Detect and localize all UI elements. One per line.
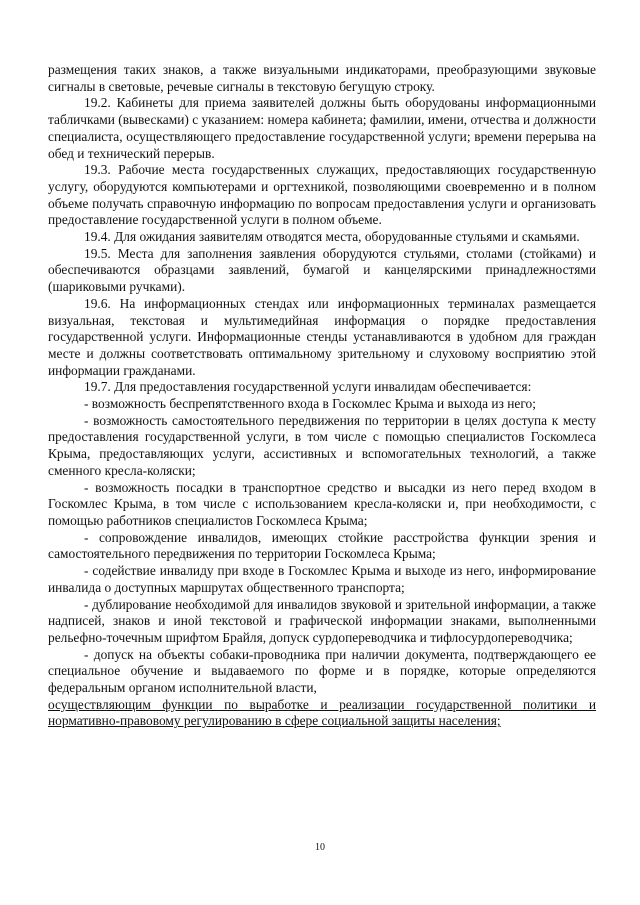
paragraph: размещения таких знаков, а также визуальными индикаторами, преобразующими звуковые сигналы в световые, речевые сигналы в текстовую бегущую строку.	[48, 62, 596, 94]
paragraph: 19.4. Для ожидания заявителям отводятся места, оборудованные стульями и скамьями.	[84, 229, 580, 245]
paragraph: 19.7. Для предоставления государственной услуги инвалидам обеспечивается:	[84, 379, 532, 395]
paragraph: 19.5. Места для заполнения заявления оборудуются стульями, столами (стойками) и обеспечиваются образцами заявлений, бумагой и канцелярскими принадлежностями (шариковыми ручками).	[48, 245, 596, 295]
paragraph: - допуск на объекты собаки-проводника при наличии документа, подтверждающего ее специальное обучение и выдаваемого по форме и в порядке, которые определяются федеральным органом исполнительной власти,	[48, 646, 596, 696]
paragraph: осуществляющим функции по выработке и реализации государственной политики и нормативно-правовому регулированию в сфере социальной защиты населения;	[48, 696, 596, 729]
paragraph: - дублирование необходимой для инвалидов звуковой и зрительной информации, а также надписей, знаков и иной текстовой и графической информации знаками, выполненными рельефно-точечным шрифтом Брайля, допуск сурдопереводчика и тифлосурдопереводчика;	[48, 596, 596, 645]
paragraph: - сопровождение инвалидов, имеющих стойкие расстройства функции зрения и самостоятельного передвижения по территории Госкомлеса Крыма;	[48, 529, 596, 562]
paragraph: - возможность самостоятельного передвижения по территории в целях доступа к месту предоставления государственной услуги, в том числе с помощью специалистов Госкомлеса Крыма, предоставляющих услуги, ассистивных и вспомогательных технологий, а также сменного кресла-коляски;	[48, 412, 596, 478]
page-number: 10	[315, 842, 325, 853]
paragraph: 19.2. Кабинеты для приема заявителей должны быть оборудованы информационными табличками (вывесками) с указанием: номера кабинета; фамилии, имени, отчества и должности специалиста, осуществляющего предоставление государственной услуги; времени перерыва на обед и технический перерыв.	[48, 95, 596, 161]
paragraph: 19.3. Рабочие места государственных служащих, предоставляющих государственную услугу, оборудуются компьютерами и оргтехникой, позволяющими своевременно и в полном объеме получать справочную информацию по вопросам предоставления услуги и организовать предоставление государственной услуги в полном объеме.	[48, 162, 596, 228]
paragraph: 19.6. На информационных стендах или информационных терминалах размещается визуальная, текстовая и мультимедийная информация о порядке предоставления государственной услуги. Информационные стенды устанавливаются в удобном для граждан месте и должны соответствовать оптимальному зрительному и слуховому восприятию этой информации гражданами.	[48, 295, 596, 378]
paragraph: - содействие инвалиду при входе в Госкомлес Крыма и выходе из него, информирование инвалида о доступных маршрутах общественного транспорта;	[48, 563, 596, 595]
document-body	[48, 62, 596, 730]
paragraph: - возможность беспрепятственного входа в Госкомлес Крыма и выхода из него;	[84, 396, 536, 412]
paragraph: - возможность посадки в транспортное средство и высадки из него перед входом в Госкомлес Крыма, в том числе с использованием кресла-коляски и, при необходимости, с помощью работников специалистов Госкомлеса Крыма;	[48, 479, 596, 528]
